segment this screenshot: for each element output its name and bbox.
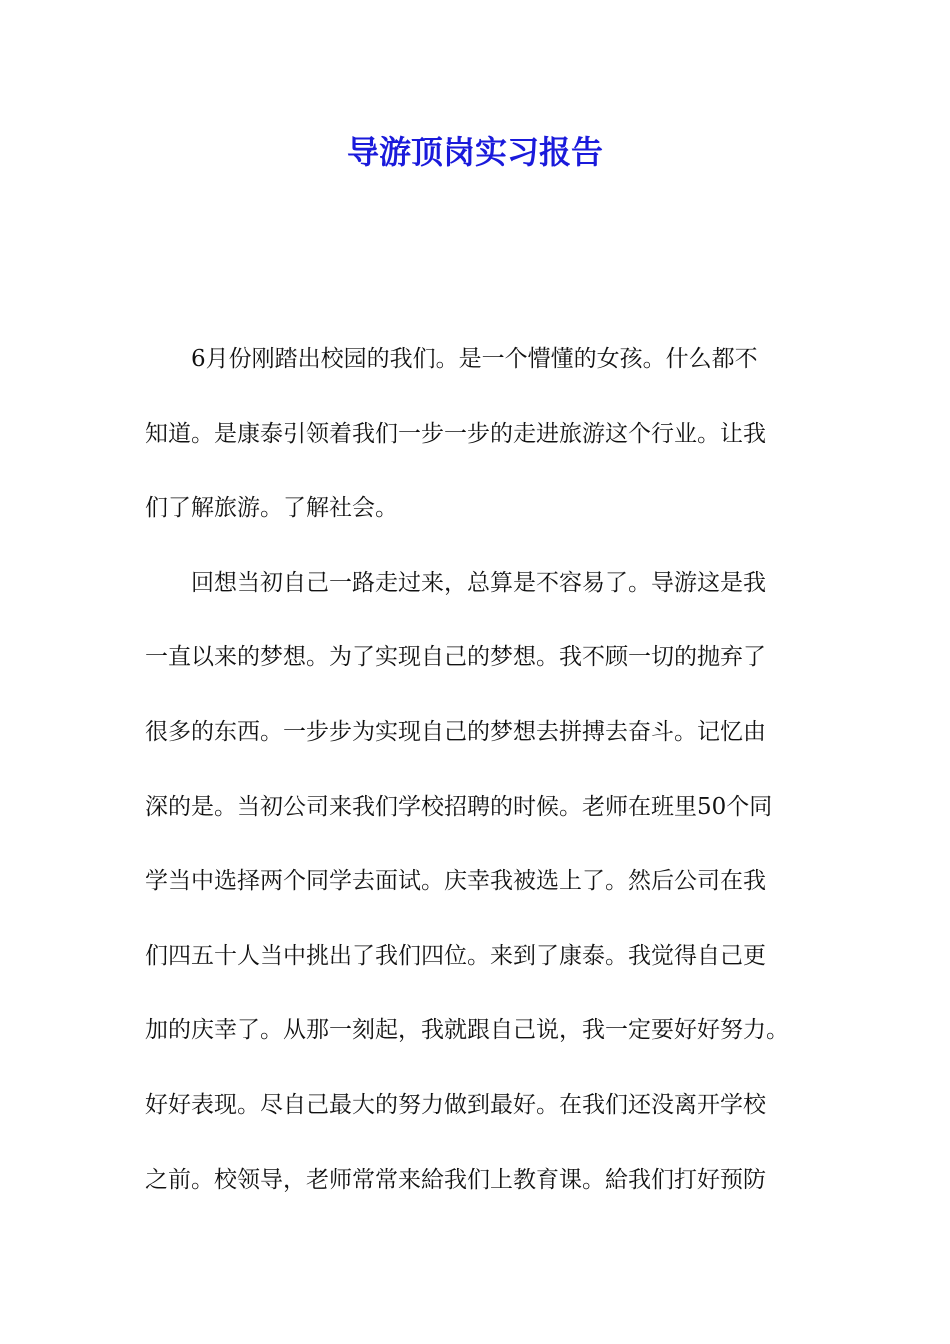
- paragraph-line: 深的是。当初公司来我们学校招聘的时候。老师在班里50个同: [145, 793, 773, 820]
- paragraph-line: 们四五十人当中挑出了我们四位。来到了康泰。我觉得自己更: [145, 942, 766, 969]
- paragraph-line: 知道。是康泰引领着我们一步一步的走进旅游这个行业。让我: [145, 420, 766, 447]
- document-body: [145, 322, 811, 1217]
- paragraph-line: 很多的东西。一步步为实现自己的梦想去拼搏去奋斗。记忆由: [145, 718, 766, 745]
- paragraph-line: 们了解旅游。了解社会。: [145, 495, 398, 522]
- document-title: 导游顶岗实习报告: [346, 133, 603, 171]
- paragraph-line: 之前。校领导，老师常常来給我们上教育课。給我们打好预防: [145, 1166, 766, 1193]
- paragraph-line: 回想当初自己一路走过来，总算是不容易了。导游这是我: [191, 569, 766, 596]
- paragraph-line: 学当中选择两个同学去面试。庆幸我被选上了。然后公司在我: [145, 868, 766, 895]
- paragraph-line: 6月份刚踏出校园的我们。是一个懵懂的女孩。什么都不: [191, 346, 758, 372]
- paragraph-line: 一直以来的梦想。为了实现自己的梦想。我不顾一切的抛弃了: [145, 644, 766, 671]
- paragraph-line: 加的庆幸了。从那一刻起，我就跟自己说，我一定要好好努力。: [145, 1017, 789, 1044]
- paragraph-line: 好好表现。尽自己最大的努力做到最好。在我们还没离开学校: [145, 1091, 766, 1118]
